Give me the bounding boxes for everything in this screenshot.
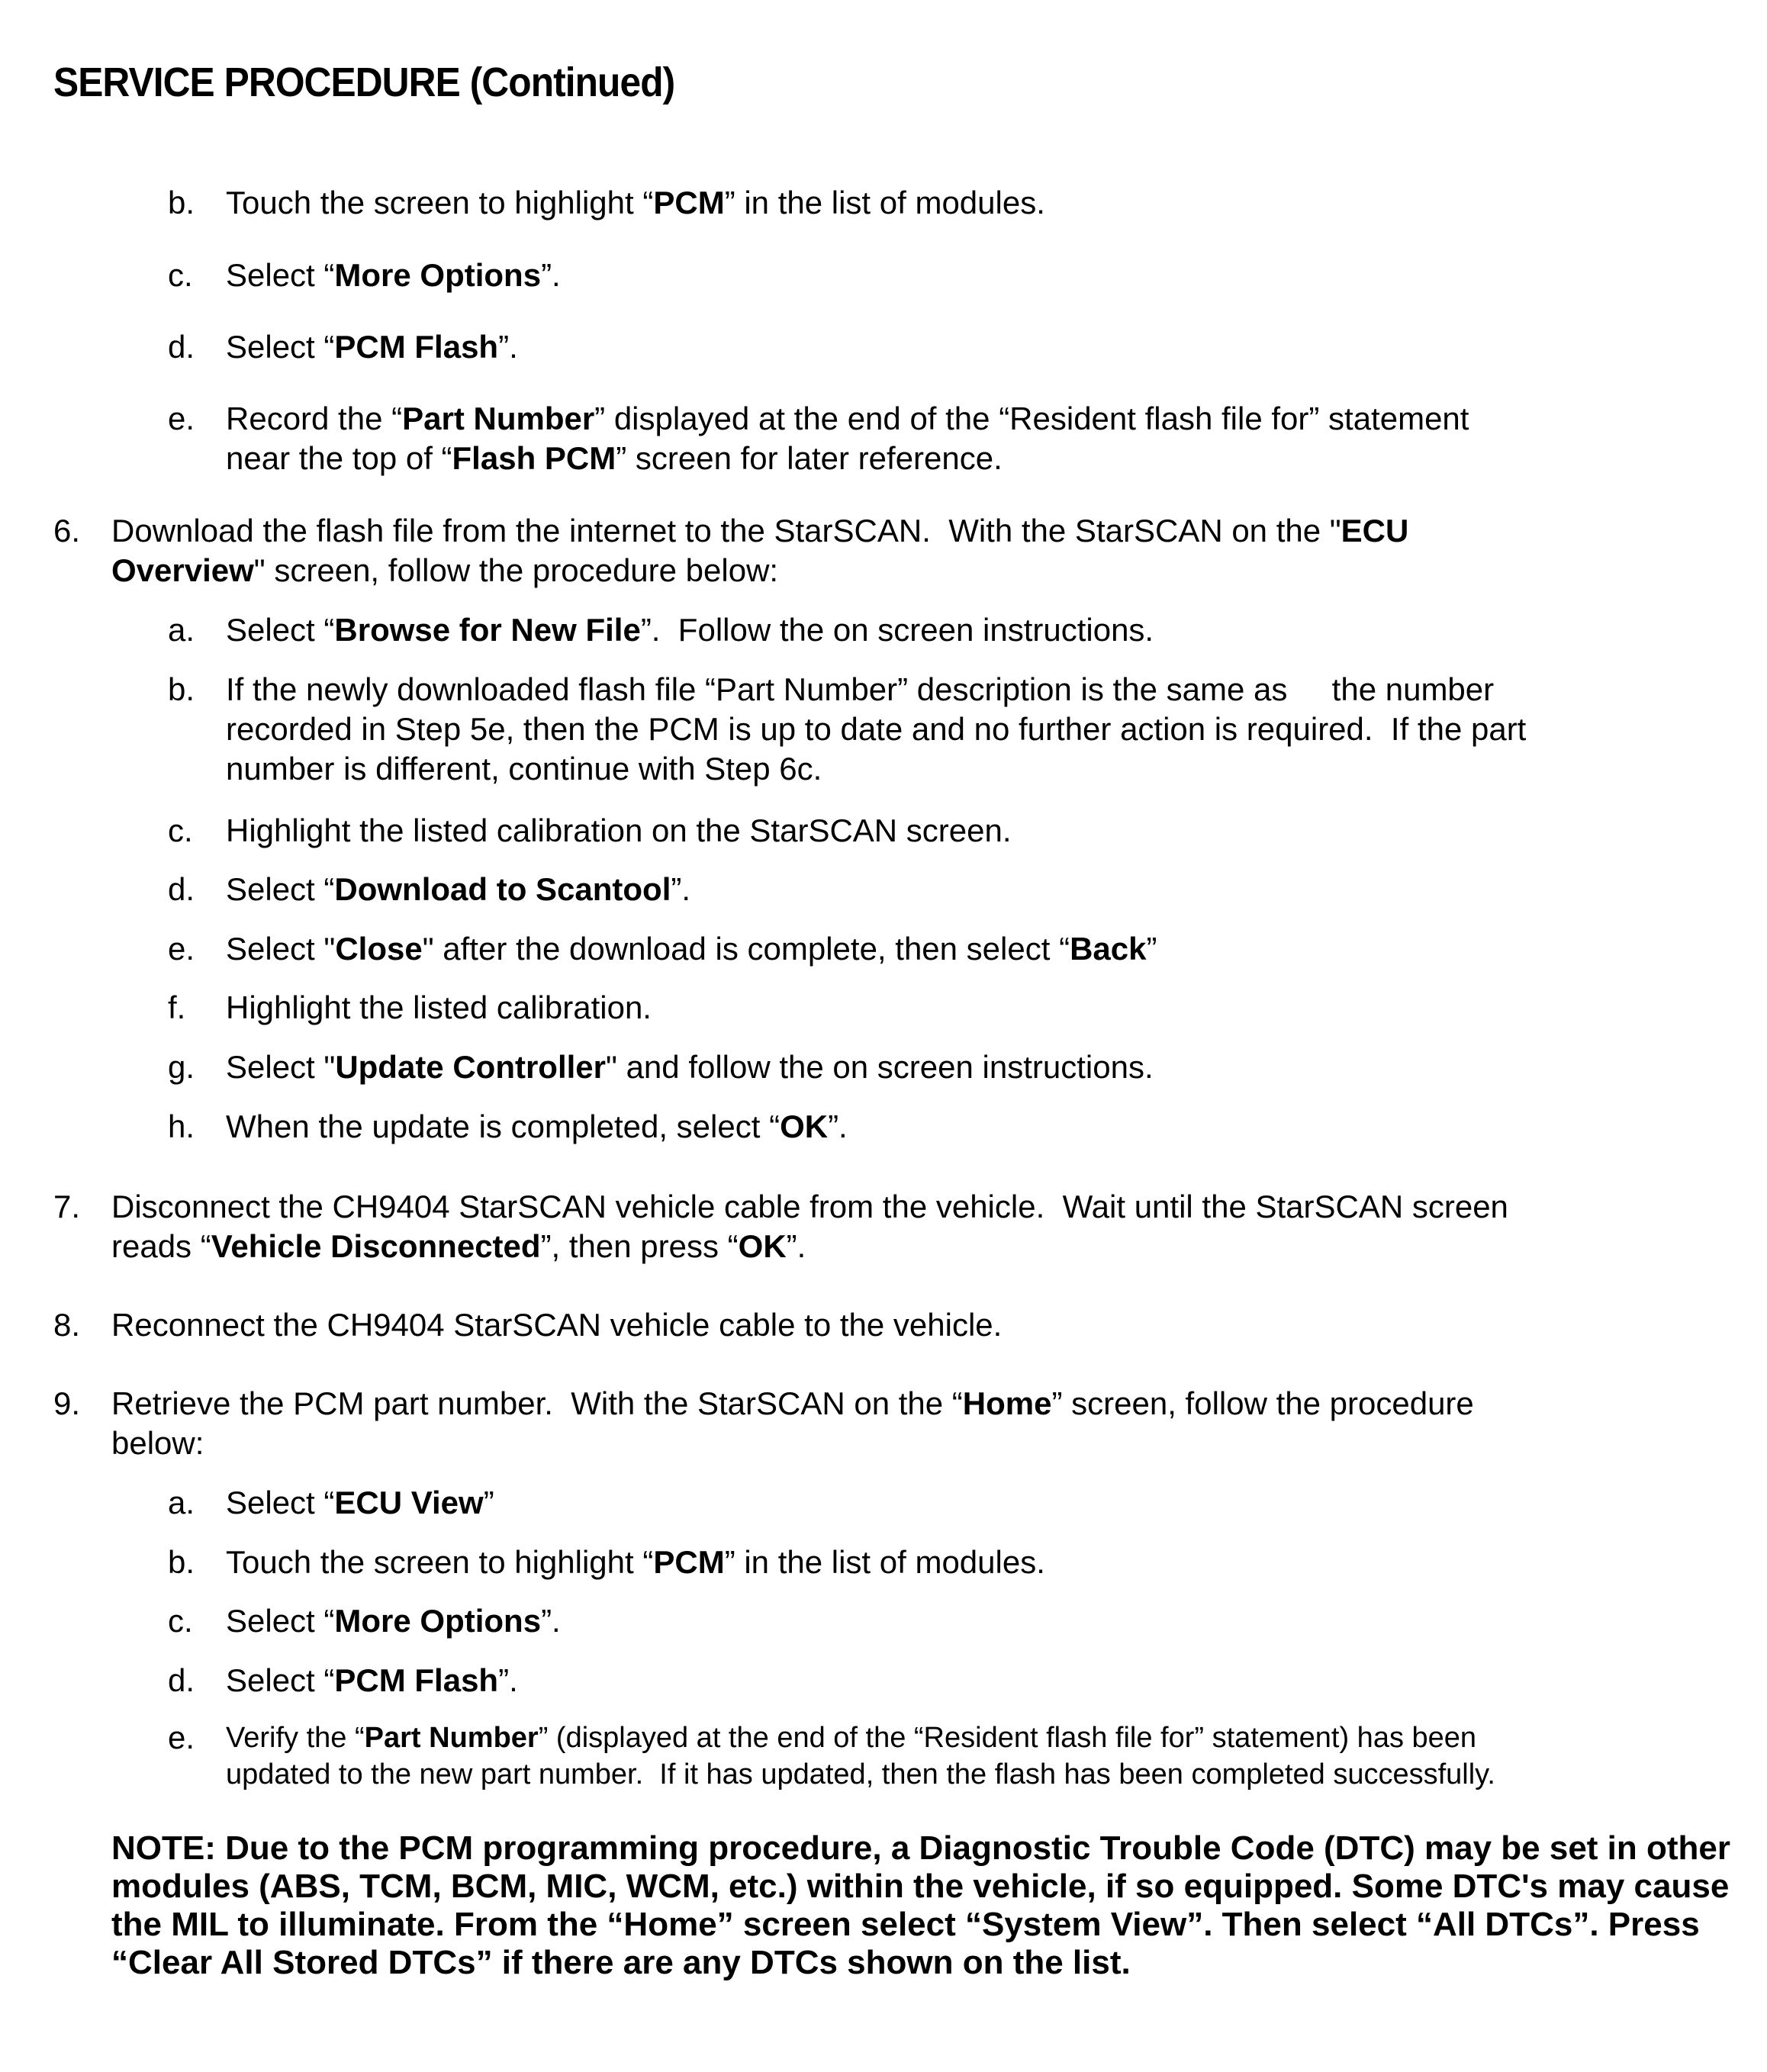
substep-e-text-line1: Record the “Part Number” displayed at the end of the “Resident flash file for” statement — [226, 401, 1469, 436]
substep-c-text: Select “More Options”. — [226, 257, 561, 293]
step-6h-text: When the update is completed, select “OK”. — [226, 1108, 848, 1144]
step-9b-text: Touch the screen to highlight “PCM” in the list of modules. — [226, 1544, 1045, 1580]
substep-label: d. — [168, 329, 195, 365]
step-label: 7. — [53, 1189, 81, 1224]
step-6d-text: Select “Download to Scantool”. — [226, 871, 691, 907]
substep-label: f. — [168, 989, 186, 1025]
substep-label: a. — [168, 1485, 195, 1520]
step-label: 9. — [53, 1385, 81, 1421]
step-6b-line3: number is different, continue with Step 6c. — [226, 751, 822, 787]
step-7-line2: reads “Vehicle Disconnected”, then press “OK”. — [111, 1228, 806, 1264]
step-6a-text: Select “Browse for New File”. Follow the on screen instructions. — [226, 612, 1154, 648]
substep-label: c. — [168, 812, 193, 848]
step-9e-line1: Verify the “Part Number” (displayed at the end of the “Resident flash file for” statement) has been — [226, 1722, 1477, 1754]
substep-label: c. — [168, 257, 193, 293]
step-6g-text: Select "Update Controller" and follow the on screen instructions. — [226, 1049, 1154, 1085]
step-9a-text: Select “ECU View” — [226, 1485, 494, 1520]
substep-label: a. — [168, 612, 195, 648]
step-6b-line1: If the newly downloaded flash file “Part Number” description is the same as the number — [226, 671, 1495, 707]
page-heading: SERVICE PROCEDURE (Continued) — [53, 60, 675, 105]
substep-label: b. — [168, 671, 195, 707]
substep-label: b. — [168, 1544, 195, 1580]
step-label: 8. — [53, 1307, 81, 1343]
substep-label: d. — [168, 871, 195, 907]
note-paragraph: NOTE: Due to the PCM programming procedure, a Diagnostic Trouble Code (DTC) may be set in other modules (ABS, TCM, BCM, MIC, WCM, etc.) within the vehicle, if so equipped. Some DTC's may cause the MIL to illuminate. From the “Home” screen select “System View”. Then select “All DTCs”. Press “Clear All Stored DTCs” if there are any DTCs shown on the list. — [111, 1829, 1730, 1981]
step-6-line1: Download the flash file from the internet to the StarSCAN. With the StarSCAN on the "ECU — [111, 513, 1409, 549]
step-6c-text: Highlight the listed calibration on the StarSCAN screen. — [226, 812, 1012, 848]
step-9d-text: Select “PCM Flash”. — [226, 1662, 518, 1698]
substep-label: g. — [168, 1049, 195, 1085]
substep-d-text: Select “PCM Flash”. — [226, 329, 518, 365]
substep-label: b. — [168, 185, 195, 220]
step-9c-text: Select “More Options”. — [226, 1603, 561, 1639]
step-9e-line2: updated to the new part number. If it has updated, then the flash has been completed successfully. — [226, 1758, 1495, 1790]
step-9-line1: Retrieve the PCM part number. With the StarSCAN on the “Home” screen, follow the procedure — [111, 1385, 1474, 1421]
step-6f-text: Highlight the listed calibration. — [226, 989, 652, 1025]
step-8-line1: Reconnect the CH9404 StarSCAN vehicle cable to the vehicle. — [111, 1307, 1003, 1343]
substep-b-text: Touch the screen to highlight “PCM” in the list of modules. — [226, 185, 1045, 220]
substep-label: c. — [168, 1603, 193, 1639]
step-6e-text: Select "Close" after the download is complete, then select “Back” — [226, 931, 1157, 967]
substep-label: e. — [168, 401, 195, 436]
substep-label: d. — [168, 1662, 195, 1698]
step-label: 6. — [53, 513, 81, 549]
substep-label: e. — [168, 931, 195, 967]
step-6-line2: Overview" screen, follow the procedure below: — [111, 552, 779, 588]
substep-label: h. — [168, 1108, 195, 1144]
step-9-line2: below: — [111, 1425, 204, 1461]
substep-label: e. — [168, 1720, 195, 1755]
step-7-line1: Disconnect the CH9404 StarSCAN vehicle cable from the vehicle. Wait until the StarSCAN screen — [111, 1189, 1508, 1224]
substep-e-text-line2: near the top of “Flash PCM” screen for later reference. — [226, 440, 1003, 476]
step-6b-line2: recorded in Step 5e, then the PCM is up to date and no further action is required. If the part — [226, 711, 1527, 747]
